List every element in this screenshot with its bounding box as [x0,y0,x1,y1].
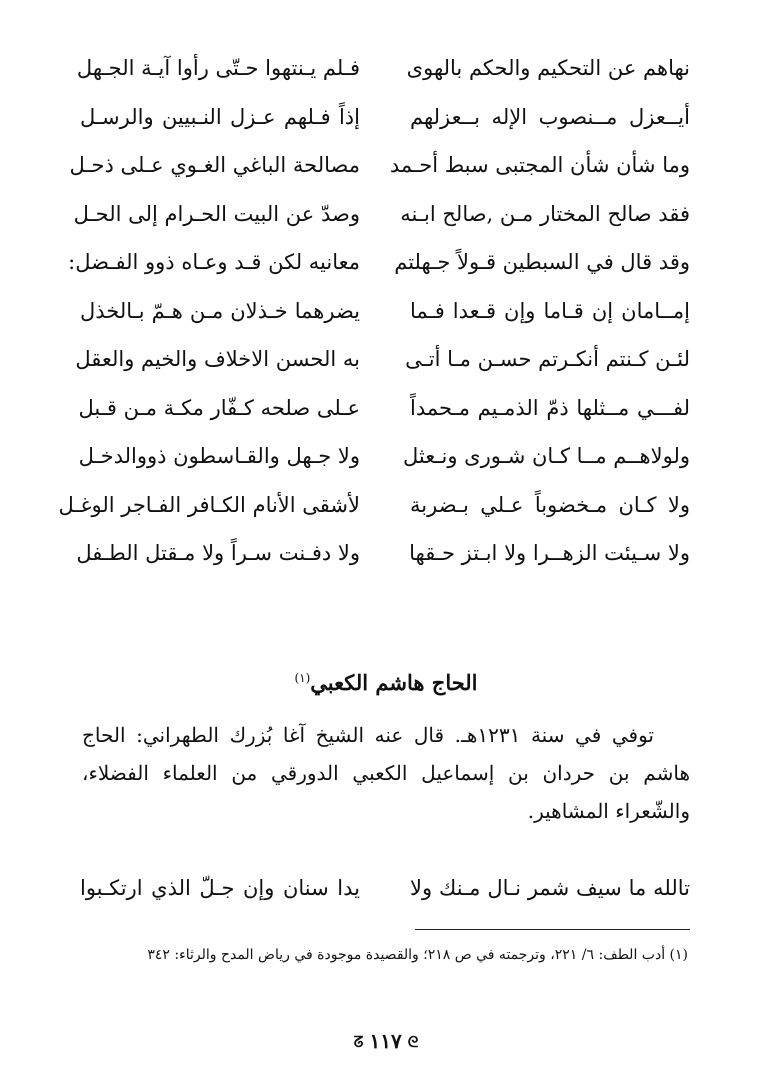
poem-verse [76,533,690,582]
footnote-reference: (١) [294,671,311,685]
poem-block [58,48,690,582]
poem-verse [80,97,690,146]
footnote [82,942,688,968]
verse-second-hemistich: لأشقى الأنام الكـافر الفـاجر الوغـل [58,492,360,517]
poem-verse [69,145,690,194]
verse-second-hemistich: وصدّ عن البيت الحـرام إلى الحـل [73,201,360,226]
footnote-divider [415,929,690,930]
verse-first-hemistich: أيــعزل مــنصوب الإله بــعزلهم [410,104,690,129]
poem-verse [80,291,690,340]
ornament-icon: ᘔ [353,1033,364,1051]
page-number: ١١٧ [369,1029,402,1053]
verse-first-hemistich: نهاهم عن التحكيم والحكم بالهوى [406,56,690,80]
verse-second-hemistich: عـلى صلحه كـفّار مكـة مـن قـبل [78,395,360,420]
verse-second-hemistich: مصالحة الباغي الغـوي عـلى ذحـل [69,153,360,177]
section-heading [0,663,772,698]
poem-verse [73,194,690,243]
biography-text: توفي في سنة ١٢٣١هـ. قال عنه الشيخ آغا بُزرك الطهراني: الحاج هاشم بن حردان بن إسماعيل الكعبي الدورقي من العلماء الفضلاء، والشّعراء المشاهير. [82,723,690,823]
biography-paragraph [82,716,690,830]
verse-first-hemistich: ولا سـيئت الزهــرا ولا ابـتز حـقها [409,541,690,565]
poem-verse [75,339,690,388]
verse-first-hemistich: فقد صالح المختار مـن ,صالح ابـنه [400,201,690,226]
verse-first-hemistich: لئـن كـنتم أنكـرتم حسـن مـا أتـى [405,347,690,371]
ornament-icon: ᘓ [407,1033,419,1051]
verse-first-hemistich: وما شأن شأن المجتبى سبط أحـمد [389,153,690,177]
poem-verse [76,48,690,97]
poem-verse [80,868,690,908]
verse-second-hemistich: يدا سنان وإن جـلّ الذي ارتكـبوا [80,876,360,900]
section-heading-text: الحاج هاشم الكعبي [310,670,478,695]
verse-second-hemistich: فـلم يـنتهوا حـتّى رأوا آيـة الجـهل [76,56,360,80]
verse-second-hemistich: يضرهما خـذلان مـن هـمّ بـالخذل [80,298,360,323]
verse-first-hemistich: ولا كـان مـخضوباً عـلي بـضربة [410,492,690,517]
poem-verse [80,436,690,485]
poem-verse [80,388,690,437]
verse-first-hemistich: وقد قال في السبطين قـولاً جـهلتم [394,250,690,274]
poem-verse [68,242,690,291]
verse-first-hemistich: إمــامان إن قـاما وإن قـعدا فـما [410,298,690,323]
page-number-footer [0,1026,772,1057]
poem-verse [58,485,690,534]
verse-second-hemistich: إذاً فـلهم عـزل النـبيين والرسـل [80,104,360,129]
verse-second-hemistich: ولا جـهل والقـاسطون ذووالدخـل [78,444,360,468]
verse-first-hemistich: لفـــي مــثلها ذمّ الذمـيم مـحمداً [410,395,690,420]
footnote-text: (١) أدب الطف: ٦/ ٢٢١، وترجمته في ص ٢١٨؛ والقصيدة موجودة في رياض المدح والرثاء: ٣٤٢ [147,947,688,963]
verse-second-hemistich: به الحسن الاخلاف والخيم والعقل [75,347,360,371]
verse-first-hemistich: تالله ما سيف شمر نـال مـنك ولا [410,876,690,900]
verse-first-hemistich: ولولاهــم مــا كـان شـورى ونـعثل [402,444,690,468]
verse-second-hemistich: معانيه لكن قـد وعـاه ذوو الفـضل: [68,250,360,274]
verse-second-hemistich: ولا دفـنت سـراً ولا مـقتل الطـفل [76,541,360,565]
